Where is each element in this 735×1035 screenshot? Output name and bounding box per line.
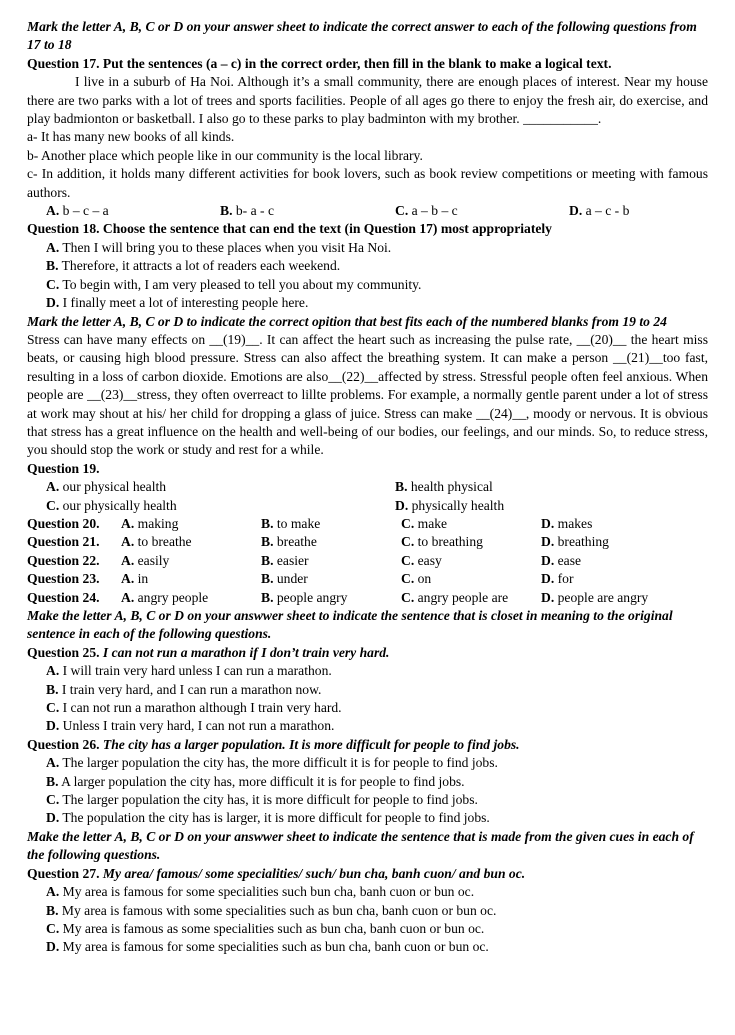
option-label: A. bbox=[121, 589, 135, 605]
option-d[interactable] bbox=[541, 570, 573, 588]
option-text: My area is famous as some specialities such as bun cha, banh cuon or bun oc. bbox=[62, 920, 485, 936]
option-c[interactable] bbox=[395, 202, 569, 220]
passage-blank: ___________. bbox=[523, 111, 602, 127]
question-19-options-row-1 bbox=[27, 478, 708, 496]
option-a[interactable] bbox=[121, 552, 261, 570]
section-instruction-19-24: Mark the letter A, B, C or D to indicate the correct opition that best fits each of the numbered blanks from 19 to 24 bbox=[27, 313, 667, 329]
option-label: A. bbox=[121, 515, 135, 531]
option-text: a – c - b bbox=[585, 203, 630, 219]
question-21-row bbox=[27, 533, 708, 551]
question-prompt: I can not run a marathon if I don’t train very hard. bbox=[102, 644, 390, 660]
option-text: our physically health bbox=[62, 497, 177, 513]
option-label: A. bbox=[46, 663, 60, 679]
option-text: makes bbox=[557, 515, 593, 531]
option-text: Therefore, it attracts a lot of readers each weekend. bbox=[61, 258, 341, 274]
option-c[interactable] bbox=[401, 533, 541, 551]
option-text: To begin with, I am very pleased to tell you about my community. bbox=[62, 276, 422, 292]
option-label: D. bbox=[46, 718, 60, 734]
option-text: our physical health bbox=[62, 479, 167, 495]
question-17-passage bbox=[27, 73, 708, 128]
option-text: breathe bbox=[276, 534, 317, 550]
option-text: I train very hard, and I can run a marathon now. bbox=[61, 681, 322, 697]
option-text: My area is famous with some specialities such as bun cha, banh cuon or bun oc. bbox=[61, 902, 497, 918]
option-a[interactable] bbox=[46, 202, 220, 220]
option-label: A. bbox=[121, 571, 135, 587]
option-text: My area is famous for some specialities such as bun cha, banh cuon or bun oc. bbox=[62, 939, 489, 955]
option-text: A larger population the city has, more difficult it is for people to find jobs. bbox=[61, 773, 465, 789]
option-a[interactable] bbox=[121, 533, 261, 551]
option-text: ease bbox=[557, 552, 582, 568]
option-text: easily bbox=[137, 552, 170, 568]
option-text: b- a - c bbox=[235, 203, 274, 219]
option-label: D. bbox=[541, 589, 555, 605]
option-label: D. bbox=[46, 810, 60, 826]
option-c[interactable] bbox=[27, 276, 708, 294]
option-label: D. bbox=[569, 203, 583, 219]
option-text: Unless I train very hard, I can not run a marathon. bbox=[62, 718, 335, 734]
option-label: C. bbox=[401, 589, 415, 605]
option-label: B. bbox=[261, 515, 274, 531]
question-label: Question 25. bbox=[27, 644, 100, 660]
option-label: A. bbox=[46, 884, 60, 900]
option-text: angry people bbox=[137, 589, 209, 605]
option-c[interactable] bbox=[401, 589, 541, 607]
option-b[interactable] bbox=[261, 570, 401, 588]
option-label: D. bbox=[46, 939, 60, 955]
option-b[interactable] bbox=[261, 552, 401, 570]
option-text: physically health bbox=[411, 497, 505, 513]
option-label: D. bbox=[395, 497, 409, 513]
option-a[interactable] bbox=[121, 589, 261, 607]
option-b[interactable] bbox=[27, 257, 708, 275]
option-d[interactable] bbox=[541, 589, 648, 607]
option-a[interactable] bbox=[27, 662, 708, 680]
option-c[interactable] bbox=[401, 570, 541, 588]
option-text: to make bbox=[276, 515, 321, 531]
question-label: Question 22. bbox=[27, 552, 100, 568]
option-label: C. bbox=[46, 497, 60, 513]
option-text: I can not run a marathon although I train very hard. bbox=[62, 700, 342, 716]
option-text: I will train very hard unless I can run a marathon. bbox=[62, 663, 332, 679]
cloze-passage: Stress can have many effects on __(19)__. It can affect the heart such as increasing the pulse rate, __(20)__ the heart miss beats, or causing high blood pressure. Stress can also affect the breathing system. It can make a person __(21)__too fast, resulting in a loss of carbon dioxide. Emotions are also__(22)__affected by stress. Stressful people often feel anxious. When people are __(23)__stress, they often overreact to lillte problems. For example, a normally gentle parent under a lot of stress at work may shout at his/ her child for dropping a glass of juice. Stress can make __(24)__, moody or nervous. It is obvious that stress has a great influence on the health and well-being of our bodies, our feelings, and our minds. So, to reduce stress, you should stop the work or study and rest for a while. bbox=[27, 331, 708, 458]
option-label: C. bbox=[401, 515, 415, 531]
question-label: Question 26. bbox=[27, 736, 100, 752]
option-label: B. bbox=[261, 589, 274, 605]
option-d[interactable] bbox=[27, 294, 708, 312]
option-label: C. bbox=[46, 920, 60, 936]
option-label: D. bbox=[541, 515, 555, 531]
question-label: Question 27. bbox=[27, 865, 100, 881]
option-label: B. bbox=[46, 681, 59, 697]
option-b[interactable] bbox=[27, 902, 708, 920]
question-17-title: Question 17. Put the sentences (a – c) in the correct order, then fill in the blank to make a logical text. bbox=[27, 55, 612, 71]
option-d[interactable] bbox=[569, 202, 629, 220]
option-label: A. bbox=[46, 479, 60, 495]
sentence-a: a- It has many new books of all kinds. bbox=[27, 129, 235, 145]
option-a[interactable] bbox=[27, 754, 708, 772]
option-label: B. bbox=[395, 479, 408, 495]
option-c[interactable] bbox=[401, 515, 541, 533]
question-27-title bbox=[27, 865, 708, 883]
option-text: angry people are bbox=[417, 589, 509, 605]
option-text: I finally meet a lot of interesting people here. bbox=[62, 295, 309, 311]
option-label: D. bbox=[541, 534, 555, 550]
option-a[interactable] bbox=[27, 883, 708, 901]
option-label: B. bbox=[46, 773, 59, 789]
question-18-title: Question 18. Choose the sentence that can end the text (in Question 17) most appropriately bbox=[27, 221, 552, 237]
option-label: C. bbox=[46, 792, 60, 808]
question-24-row bbox=[27, 589, 708, 607]
question-prompt: The city has a larger population. It is more difficult for people to find jobs. bbox=[102, 736, 520, 752]
option-d[interactable] bbox=[27, 938, 708, 956]
option-text: people are angry bbox=[557, 589, 649, 605]
option-label: D. bbox=[46, 295, 60, 311]
question-label: Question 23. bbox=[27, 571, 100, 587]
option-label: B. bbox=[220, 203, 233, 219]
question-19-title: Question 19. bbox=[27, 460, 100, 476]
option-b[interactable] bbox=[395, 478, 493, 496]
option-text: easy bbox=[417, 552, 442, 568]
passage-text: I live in a suburb of Ha Noi. Although it’s a small community, there are enough places of interest. Near my house there are two parks with a lot of trees and sports facilities. People of all ages go there to enjoy the fresh air, do exercise, and play badmionton or basketball. I also go to these parks to play badminton with my brother. bbox=[27, 74, 708, 127]
option-label: C. bbox=[401, 571, 415, 587]
option-text: on bbox=[417, 571, 432, 587]
option-label: B. bbox=[261, 534, 274, 550]
sentence-b: b- Another place which people like in our community is the local library. bbox=[27, 147, 423, 163]
option-text: a – b – c bbox=[411, 203, 458, 219]
option-text: The larger population the city has, it is more difficult for people to find jobs. bbox=[62, 792, 478, 808]
question-23-row bbox=[27, 570, 708, 588]
question-17-options bbox=[27, 202, 708, 220]
option-label: C. bbox=[46, 700, 60, 716]
option-text: people angry bbox=[276, 589, 348, 605]
option-b[interactable] bbox=[261, 515, 401, 533]
section-instruction-27: Make the letter A, B, C or D on your answwer sheet to indicate the sentence that is made from the given cues in each of the following questions. bbox=[27, 828, 694, 863]
option-text: The population the city has is larger, it is more difficult for people to find jobs. bbox=[62, 810, 490, 826]
option-text: Then I will bring you to these places when you visit Ha Noi. bbox=[62, 239, 392, 255]
question-20-row bbox=[27, 515, 708, 533]
option-b[interactable] bbox=[27, 773, 708, 791]
option-text: breathing bbox=[557, 534, 609, 550]
option-text: in bbox=[137, 571, 149, 587]
option-label: C. bbox=[401, 534, 415, 550]
option-a[interactable] bbox=[27, 239, 708, 257]
question-19-options-row-2 bbox=[27, 497, 708, 515]
option-text: for bbox=[557, 571, 574, 587]
option-label: A. bbox=[46, 755, 60, 771]
option-d[interactable] bbox=[395, 497, 504, 515]
option-c[interactable] bbox=[27, 699, 708, 717]
option-label: A. bbox=[121, 552, 135, 568]
option-text: to breathe bbox=[137, 534, 192, 550]
option-text: under bbox=[276, 571, 308, 587]
option-a[interactable] bbox=[121, 515, 261, 533]
option-label: B. bbox=[46, 902, 59, 918]
option-c[interactable] bbox=[27, 920, 708, 938]
option-b[interactable] bbox=[261, 589, 401, 607]
question-label: Question 24. bbox=[27, 589, 100, 605]
question-label: Question 20. bbox=[27, 515, 100, 531]
option-label: B. bbox=[261, 552, 274, 568]
option-c[interactable] bbox=[401, 552, 541, 570]
option-label: A. bbox=[121, 534, 135, 550]
option-text: to breathing bbox=[417, 534, 483, 550]
option-text: b – c – a bbox=[62, 203, 109, 219]
option-label: C. bbox=[46, 276, 60, 292]
option-text: easier bbox=[276, 552, 309, 568]
sentence-c: c- In addition, it holds many different activities for book lovers, such as book review competitions or meeting with famous authors. bbox=[27, 166, 708, 200]
option-d[interactable] bbox=[541, 533, 609, 551]
question-25-title bbox=[27, 644, 708, 662]
option-c[interactable] bbox=[27, 791, 708, 809]
option-a[interactable] bbox=[121, 570, 261, 588]
option-b[interactable] bbox=[261, 533, 401, 551]
option-text: make bbox=[417, 515, 448, 531]
question-26-title bbox=[27, 736, 708, 754]
question-label: Question 21. bbox=[27, 534, 100, 550]
option-label: B. bbox=[46, 258, 59, 274]
option-d[interactable] bbox=[27, 717, 708, 735]
option-d[interactable] bbox=[27, 809, 708, 827]
option-text: health physical bbox=[410, 479, 493, 495]
option-b[interactable] bbox=[27, 681, 708, 699]
option-d[interactable] bbox=[541, 515, 592, 533]
option-label: B. bbox=[261, 571, 274, 587]
question-prompt: My area/ famous/ some specialities/ such/ bun cha, banh cuon/ and bun oc. bbox=[102, 865, 526, 881]
option-text: making bbox=[137, 515, 179, 531]
option-label: D. bbox=[541, 552, 555, 568]
option-label: A. bbox=[46, 203, 60, 219]
option-label: C. bbox=[395, 203, 409, 219]
section-instruction-25-26: Make the letter A, B, C or D on your answwer sheet to indicate the sentence that is closet in meaning to the original sentence in each of the following questions. bbox=[27, 608, 673, 642]
option-b[interactable] bbox=[220, 202, 395, 220]
option-label: C. bbox=[401, 552, 415, 568]
option-a[interactable] bbox=[46, 478, 395, 496]
option-c[interactable] bbox=[46, 497, 395, 515]
option-label: A. bbox=[46, 239, 60, 255]
option-d[interactable] bbox=[541, 552, 581, 570]
option-text: The larger population the city has, the more difficult it is for people to find jobs. bbox=[62, 755, 498, 771]
option-text: My area is famous for some specialities such bun cha, banh cuon or bun oc. bbox=[62, 884, 475, 900]
option-label: D. bbox=[541, 571, 555, 587]
question-22-row bbox=[27, 552, 708, 570]
section-instruction-17-18: Mark the letter A, B, C or D on your answer sheet to indicate the correct answer to each of the following questions from 17 to 18 bbox=[27, 19, 697, 53]
